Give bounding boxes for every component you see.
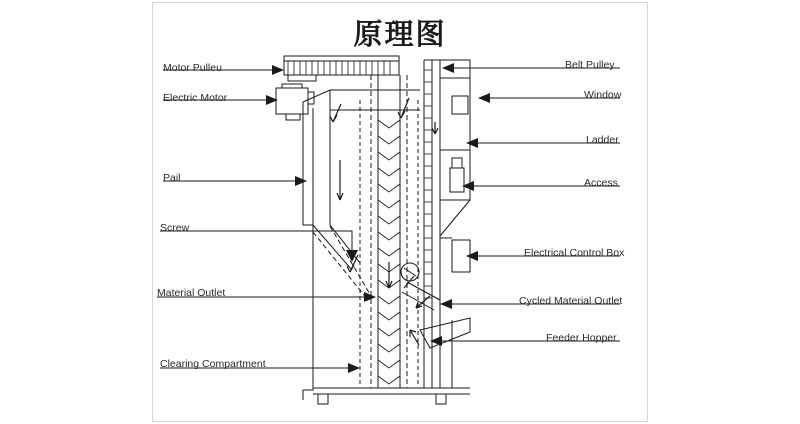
label-clearing-compartment: Clearing Compartment [160,358,266,370]
label-feeder-hopper: Feeder Hopper [546,332,617,344]
label-pail: Pail [163,172,181,184]
label-ladder: Ladder [586,134,619,146]
page-title: 原理图 [353,17,447,51]
label-access: Access [584,177,618,189]
label-belt-pulley: Belt Pulley [565,59,615,71]
label-material-outlet: Material Outlet [157,287,226,299]
label-motor-pulley: Motor Pulleu [163,62,222,74]
label-window: Window [584,89,622,101]
label-screw: Screw [160,222,190,234]
label-electric-motor: Electric Motor [163,92,228,104]
label-electrical-control-box: Electrical Control Box [524,247,625,259]
label-cycled-material-outlet: Cycled Material Outlet [519,295,623,307]
